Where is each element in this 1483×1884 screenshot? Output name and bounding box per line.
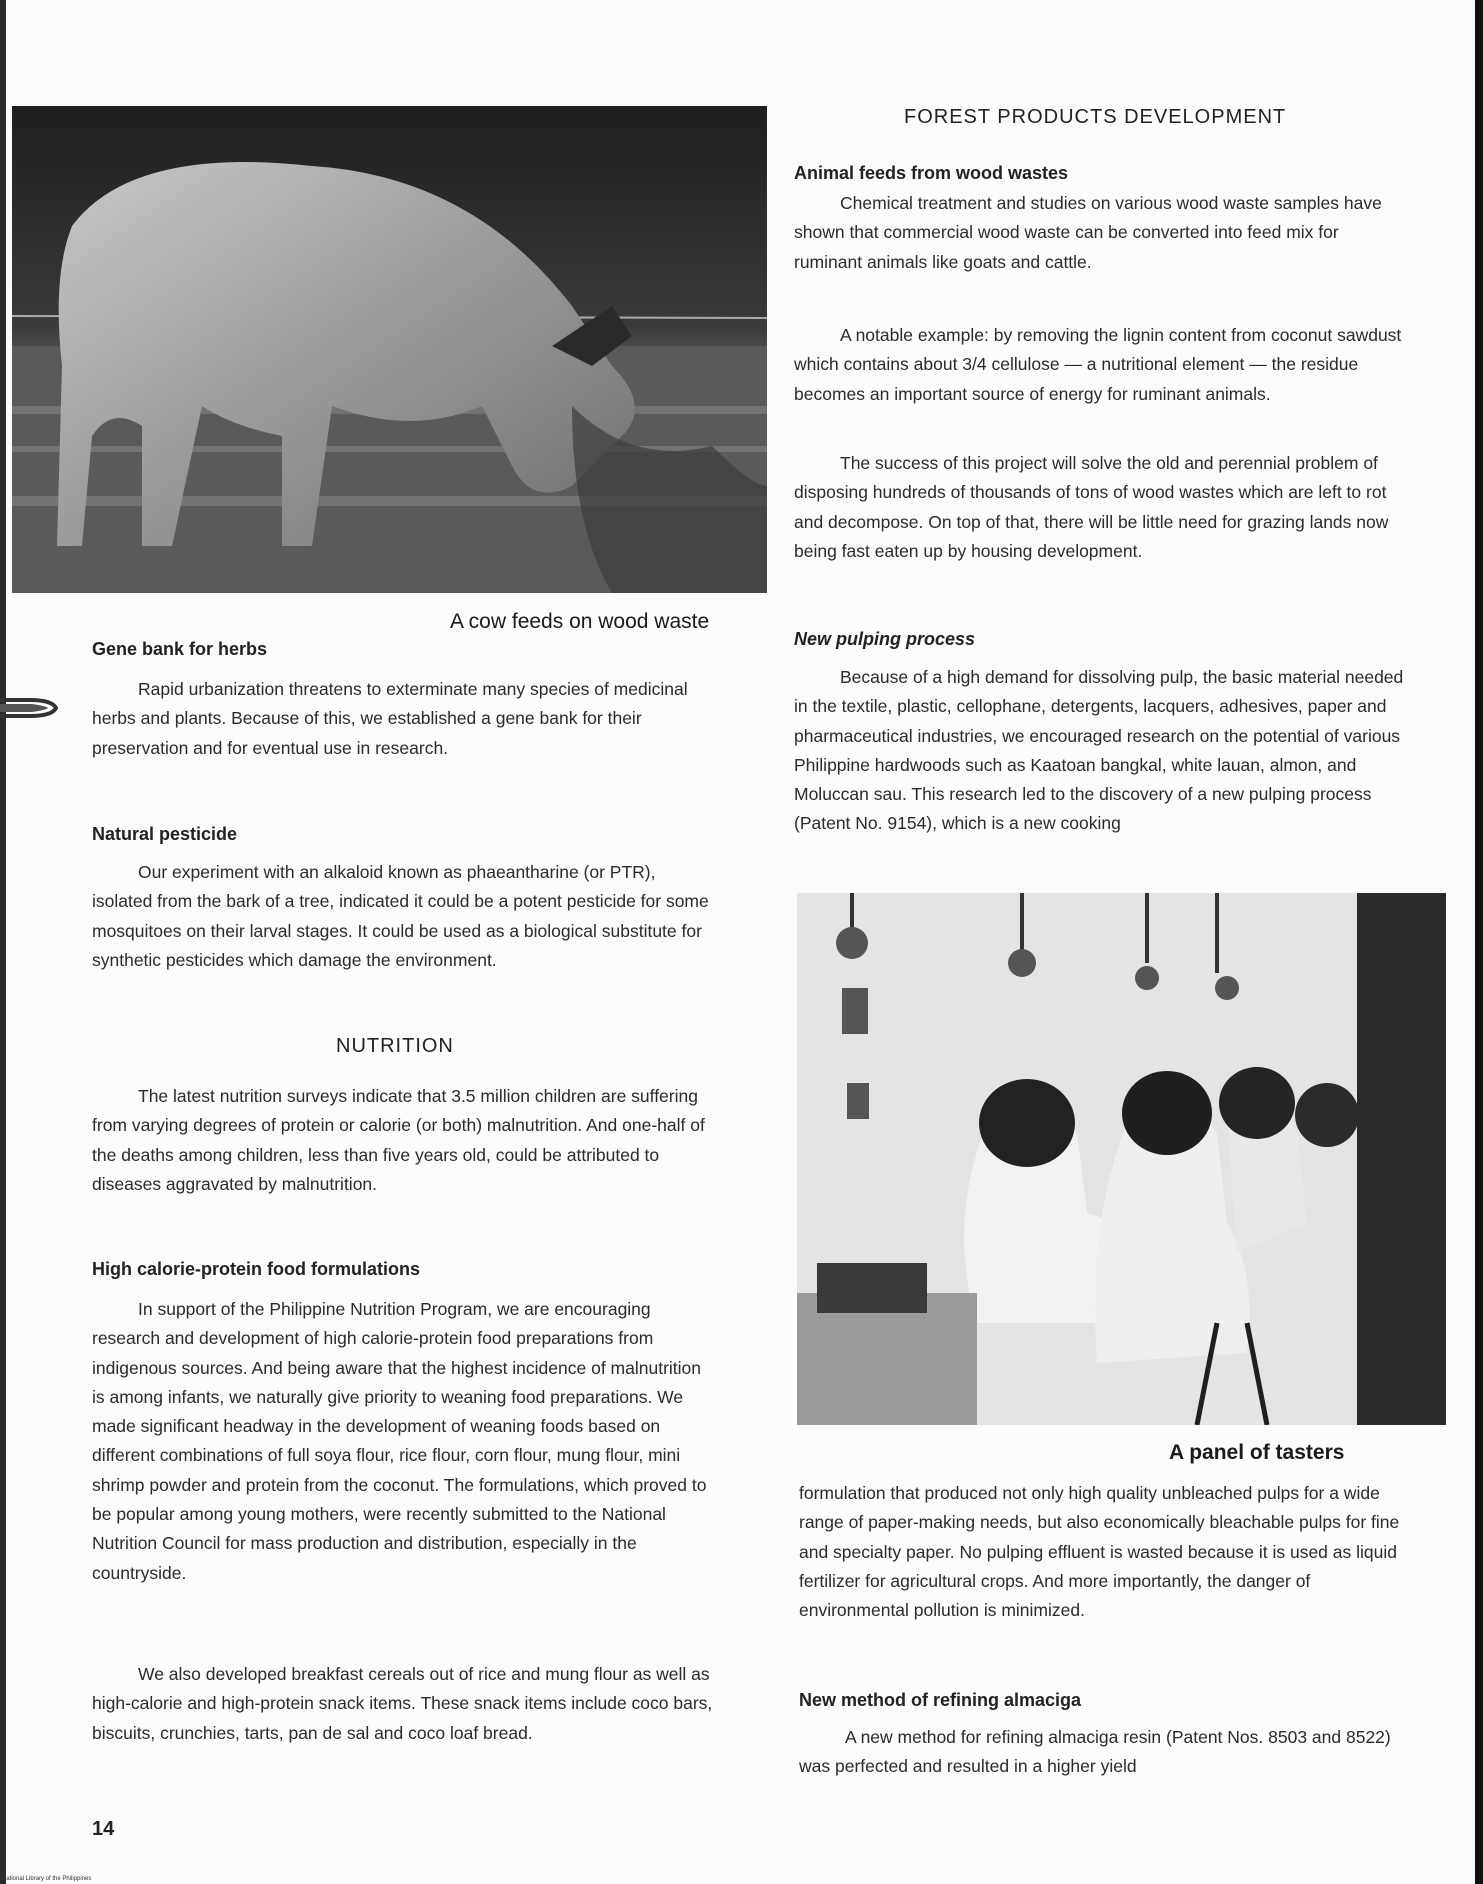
archive-credit: National Library of the Philippines [2,1876,92,1882]
tasters-photo-caption: A panel of tasters [1169,1441,1345,1464]
gene-bank-heading: Gene bank for herbs [92,639,268,659]
section-title: FOREST PRODUCTS DEVELOPMENT [904,106,1287,128]
almaciga-heading: New method of refining almaciga [799,1690,1082,1710]
cow-photo [12,106,767,593]
scan-right-edge [1475,0,1483,1884]
binder-clip-icon [0,690,58,726]
natural-pesticide-body: Our experiment with an alkaloid known as phaeantharine (or PTR), isolated from the bark of a tree, indicated it could be a potent pesticide for some mosquitoes on their larval stages. It could be used as a biological substitute for synthetic pesticides which damage the environment. [92,862,709,970]
animal-feeds-body-2: A notable example: by removing the lignin content from coconut sawdust which contains about 3/4 cellulose — a nutritional element — the residue becomes an important source of energy for ruminant animals. [794,325,1402,404]
natural-pesticide-heading: Natural pesticide [92,824,238,844]
pulping-heading: New pulping process [794,629,976,649]
nutrition-body: The latest nutrition surveys indicate that 3.5 million children are suffering from varying degrees of protein or calorie (or both) malnutrition. And one-half of the deaths among children, less than five years old, could be attributed to diseases aggravated by malnutrition. [92,1086,705,1194]
animal-feeds-heading: Animal feeds from wood wastes [794,163,1069,183]
animal-feeds-body-1: Chemical treatment and studies on various wood waste samples have shown that commercial wood waste can be converted into feed mix for ruminant animals like goats and cattle. [794,193,1382,272]
animal-feeds-body-3: The success of this project will solve the old and perennial problem of disposing hundreds of thousands of tons of wood wastes which are left to rot and decompose. On top of that, there will be little need for grazing lands now being fast eaten up by housing development. [794,453,1389,561]
nutrition-title: NUTRITION [336,1035,454,1057]
food-formulations-heading: High calorie-protein food formulations [92,1259,420,1279]
page-number: 14 [92,1818,115,1840]
tasters-photo [797,893,1446,1425]
pulping-body-2: formulation that produced not only high quality unbleached pulps for a wide range of paper-making needs, but also economically bleachable pulps for fine and specialty paper. No pulping effluent is wasted because it is used as liquid fertilizer for agricultural crops. And more importantly, the danger of environmental pollution is minimized. [799,1483,1400,1621]
food-formulations-body-2: We also developed breakfast cereals out of rice and mung flour as well as high-calorie and high-protein snack items. These snack items include coco bars, biscuits, crunchies, tarts, pan de sal and coco loaf bread. [92,1664,713,1743]
pulping-body-1: Because of a high demand for dissolving pulp, the basic material needed in the textile, plastic, cellophane, detergents, lacquers, adhesives, paper and pharmaceutical industries, we encouraged research on the potential of various Philippine hardwoods such as Kaatoan bangkal, white lauan, almon, and Moluccan sau. This research led to the discovery of a new pulping process (Patent No. 9154), which is a new cooking [794,667,1404,834]
gene-bank-body: Rapid urbanization threatens to exterminate many species of medicinal herbs and plants. Because of this, we established a gene bank for their preservation and for eventual use in research. [92,679,688,758]
food-formulations-body-1: In support of the Philippine Nutrition Program, we are encouraging research and development of high calorie-protein food preparations from indigenous sources. And being aware that the highest incidence of malnutrition is among infants, we naturally give priority to weaning food preparations. We made significant headway in the development of weaning foods based on different combinations of full soya flour, rice flour, corn flour, mung flour, mini shrimp powder and protein from the coconut. The formulations, which proved to be popular among young mothers, were recently submitted to the National Nutrition Council for mass production and distribution, especially in the countryside. [92,1299,707,1583]
cow-photo-caption: A cow feeds on wood waste [450,610,710,633]
almaciga-body: A new method for refining almaciga resin (Patent Nos. 8503 and 8522) was perfected and resulted in a higher yield [799,1727,1391,1777]
scan-left-edge [0,0,6,1884]
